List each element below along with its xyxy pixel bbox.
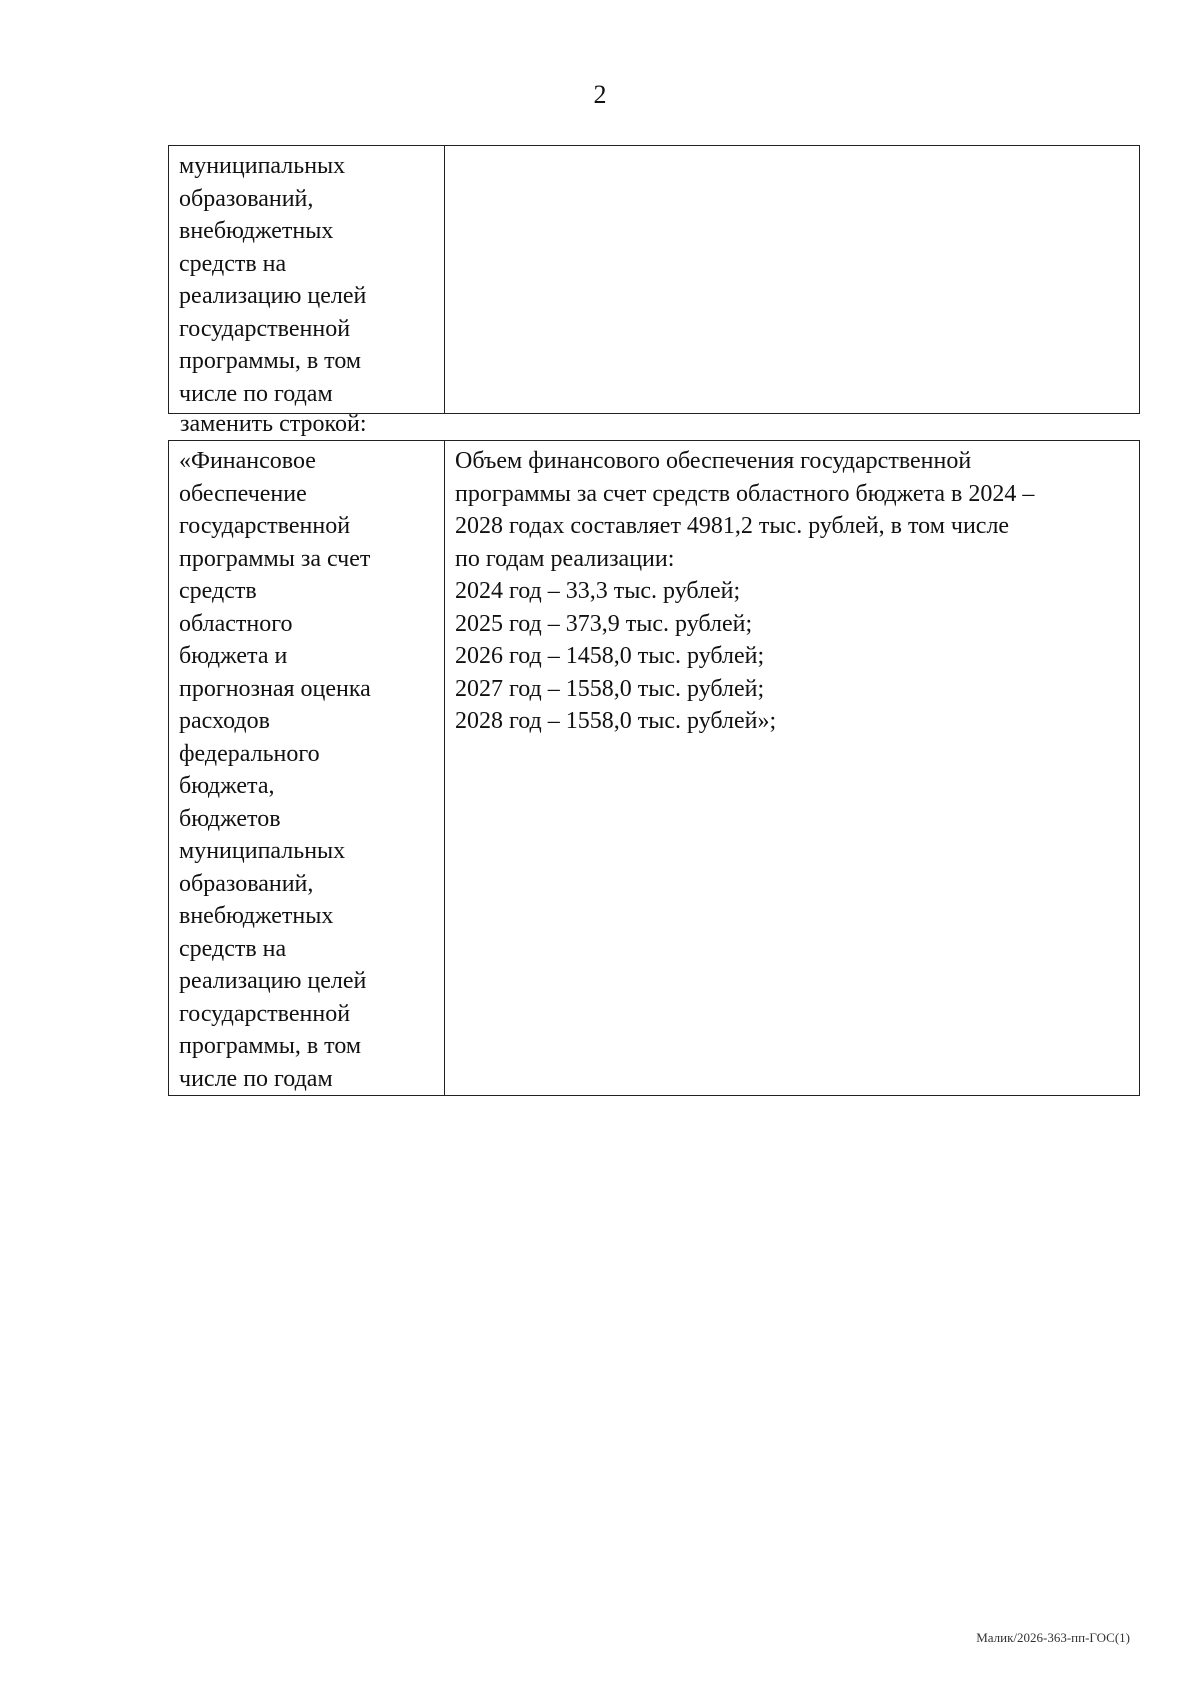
cell-text-line: муниципальных [179, 838, 346, 864]
cell-text-line: средств на [179, 250, 287, 277]
cell-text-line: прогнозная оценка [179, 675, 371, 702]
cell-text-line: программы, в том [179, 348, 362, 374]
cell-text-line: образований, [179, 870, 314, 897]
cell-text-line: федерального [179, 740, 320, 767]
table-row [169, 441, 1140, 1096]
page-number: 2 [593, 80, 607, 109]
cell-text-line: средств [179, 578, 257, 604]
cell-text-line: 2028 годах составляет 4981,2 тыс. рублей, в том числе [455, 513, 1010, 539]
table-cell-right [445, 441, 1140, 1096]
passport-table-original-row [168, 145, 1140, 414]
table-row [169, 146, 1140, 414]
cell-text-line: средств на [179, 935, 287, 962]
table-cell-left [169, 146, 445, 414]
cell-text-line: расходов [179, 708, 270, 734]
cell-text-line: программы, в том [179, 1033, 362, 1059]
document-footer-code: Малик/2026-363-пп-ГОС(1) [976, 1630, 1130, 1645]
cell-text-line: реализацию целей [179, 283, 367, 309]
replace-caption: заменить строкой: [180, 411, 367, 437]
cell-text-line: Объем финансового обеспечения государственной [455, 448, 972, 474]
cell-text-line: внебюджетных [179, 903, 334, 929]
cell-text-line: программы за счет [179, 545, 371, 572]
cell-text-line: числе по годам [179, 380, 333, 407]
cell-text-line: бюджета, [179, 773, 275, 799]
cell-text-line: внебюджетных [179, 218, 334, 244]
funding-year-2025: 2025 год – 373,9 тыс. рублей; [455, 610, 753, 637]
funding-year-2026: 2026 год – 1458,0 тыс. рублей; [455, 643, 765, 669]
cell-text-line: бюджета и [179, 643, 288, 669]
cell-text-line: бюджетов [179, 805, 281, 832]
cell-text-line: областного [179, 610, 293, 637]
cell-text-line: образований, [179, 185, 314, 212]
table-cell-left [169, 441, 445, 1096]
cell-text-line: государственной [179, 513, 351, 539]
funding-year-2028: 2028 год – 1558,0 тыс. рублей»; [455, 708, 777, 734]
cell-text-line: муниципальных [179, 153, 346, 179]
funding-year-2024: 2024 год – 33,3 тыс. рублей; [455, 578, 741, 604]
cell-text-line: по годам реализации: [455, 545, 675, 572]
cell-text-line: числе по годам [179, 1065, 333, 1092]
cell-text-line: обеспечение [179, 480, 307, 507]
cell-text-line: «Финансовое [179, 448, 316, 474]
cell-text-line: государственной [179, 1000, 351, 1027]
cell-text-line: государственной [179, 315, 351, 342]
passport-table-replacement-row [168, 440, 1140, 1096]
funding-year-2027: 2027 год – 1558,0 тыс. рублей; [455, 675, 765, 702]
cell-text-line: реализацию целей [179, 968, 367, 994]
table-cell-right-empty [445, 146, 1140, 414]
cell-text-line: программы за счет средств областного бюджета в 2024 – [455, 480, 1035, 507]
